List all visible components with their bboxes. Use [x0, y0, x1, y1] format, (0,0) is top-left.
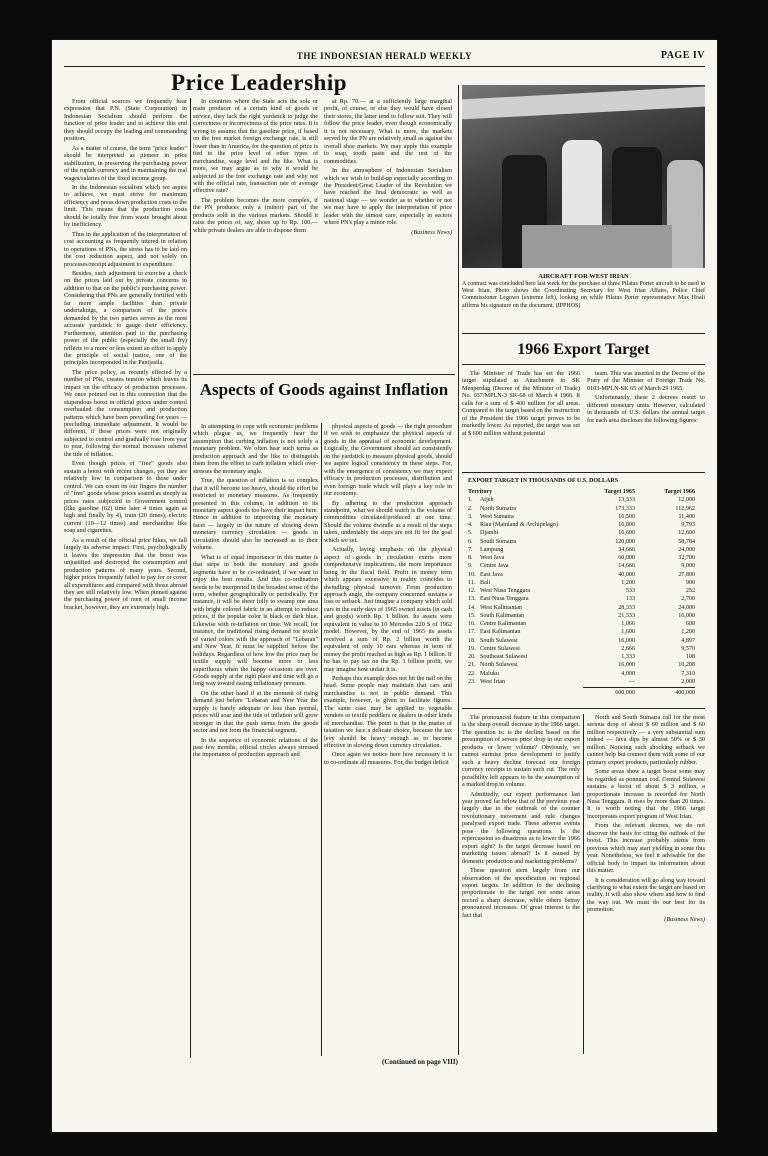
- export-target-col2: [587, 714, 705, 1059]
- export-target-table: [468, 488, 705, 697]
- column-rule: [458, 85, 459, 1055]
- table-cell-name: Southeast Sulawesi: [480, 654, 528, 660]
- table-cell-n: 9.: [468, 563, 473, 570]
- table-cell-name: Atjeh: [480, 497, 494, 504]
- table-row: [468, 661, 705, 669]
- masthead-title: THE INDONESIAN HERALD WEEKLY: [296, 51, 473, 61]
- table-cell-n: 19.: [468, 645, 476, 652]
- table-row: [468, 670, 705, 678]
- table-row: [468, 505, 705, 513]
- table-row: [468, 628, 705, 636]
- table-cell-b: 9,793: [681, 522, 695, 528]
- table-cell-b: 9,570: [681, 645, 695, 652]
- aspects-of-goods-paragraph: Actually, laying emphasis on the physical aspect of goods in circulation exerts more comprehensive implications, the more importance being in the fiscal field. Profit in money term which appears excessive in reality coincides to dwindling physical turnover. From production approach angle, the company concerned sustains a loss or setback. Just imagine a company which sold cars in the early days of 1965 owned assets (in cash and goods) worth Rp. 1 billion. Its assets were equivalent in value to 10 Mercedes 220 S of 1962 model. However, by the end of 1965 its assets received a sum of Rp. 2 billion worth the equivalent of only 10 cars whereas in term of money the profit reached as high as Rp. 1 billion. If he has to pay tax on the Rp. 1 billion profit, we may imagine how unfair it is.: [324, 546, 452, 673]
- export-target-paragraph: From the relevant decrees, we do not discover the basis for citing the outlook of the boost. This increase probably stems from previous which may start yielding in some this year. Nonetheless, we feel it advisable for the official body to impart its information about this matter.: [587, 822, 705, 875]
- table-row: [468, 587, 705, 595]
- aspects-of-goods-paragraph: physical aspects of goods — the right procedure if we wish to emphasize the physical aspects of goods in the appraisal of economic development. Logically, the Government should act consistently on the yardstick to measure physical goods, should we aspire logical consistency in these steps. For, with the emergence of consistency we may expect efficacy in production processes, distribution and even foreign trade which will plays a key role in our economy.: [324, 423, 452, 498]
- table-cell-name: Lampung: [480, 546, 504, 553]
- section-rule: [193, 374, 455, 375]
- table-cell-n: 23.: [468, 678, 476, 685]
- table-row: [468, 637, 705, 645]
- aspects-of-goods-col2: [324, 423, 452, 1048]
- aspects-of-goods-paragraph: Once again we notice here how necessary it is to co-ordinate all measures. For, the budget deficit: [324, 751, 452, 766]
- table-row: [468, 529, 705, 537]
- export-intro-right-text-2: Unfortunately, these 2 decrees resort to different monetary units. However, calculated in thousands of U.S. dollars the annual target for each area discloses the following figures:: [587, 394, 705, 424]
- table-cell-name: Djambi: [480, 530, 499, 537]
- price-leadership-paragraph: Thus in the application of the interpretation of cost accounting as frequently uttered in relation to operations of PNs, the stress has to be laid on the cost reduction aspect, and not solely on processes/receipt adjustment to expenditure.: [64, 230, 187, 268]
- price-leadership-paragraph: From official sources we frequently hear expression that P.N. (State Corporation) in Indonesian Socialism should perform the function of price leader and to achieve this end they should occupy the leading and commanding position.: [64, 98, 187, 143]
- table-header-1965: Target 1965: [604, 489, 635, 495]
- table-cell-a: 133: [625, 596, 635, 603]
- table-row: [468, 513, 705, 521]
- export-intro-left: [462, 370, 580, 470]
- export-target-paragraph: Admittedly, our export performance last year proved far below that of the previous year largely due to the outbreak of the counter revolutionary movement and rule changes paralysed export trade. These adverse events pose the following questions. Is the repercussion so disastrous as to lower the 1966 export sight? Is the target decrease based on marketing issues abroad? Is it caused by domestic production and marketing problems?: [462, 790, 580, 865]
- aspects-of-goods-paragraph: Perhaps this example does not hit the nail on the head. Some people may maintain that cars and merchandise is not in public demand. This example, however, is given to facilitate figures. The same case may be applied to vegetable vendors or textile peddlers or dealers in other kinds of merchandise. The point is that in the matter of taxation we face a delicate choice, because the tax levy should be heavy enough as to become effective in slowing down currency circulation.: [324, 674, 452, 750]
- total-1965: 600,000: [615, 689, 635, 696]
- table-header-row: [468, 488, 705, 496]
- export-target-paragraph: These question stem largely from our observation of the specification on regional export targets. In addition to the declining proportionate to the target not some areas record a sharp decrease, while others betray pronounced increases. Of great interest is the fact that: [462, 867, 580, 919]
- table-cell-name: West Irian: [480, 678, 506, 685]
- table-cell-n: 17.: [468, 629, 476, 636]
- table-cell-a: 173,333: [615, 505, 635, 512]
- table-row: [468, 612, 705, 620]
- table-cell-b: 32,700: [678, 555, 695, 561]
- export-target-col1: [462, 714, 580, 1059]
- column-rule: [190, 98, 191, 1058]
- aspects-of-goods-paragraph: In attempting to cope with economic problems which plague us, we frequently hear the assumption that curbing inflation is not solely a monetary problem. We often hear such terms as production approach and the like to distinguish them from the effort to curb inflation which over-stresses the monetary angle.: [193, 423, 318, 475]
- section-rule: [462, 333, 705, 334]
- table-cell-n: 6.: [468, 538, 473, 545]
- table-bottom-rule: [462, 708, 705, 709]
- table-cell-b: 24,000: [678, 604, 695, 611]
- table-cell-name: Maluku: [480, 670, 499, 677]
- table-cell-name: Centre Sulawesi: [480, 645, 520, 652]
- table-row: [468, 571, 705, 579]
- table-cell-b: 9,000: [681, 563, 695, 570]
- aspects-of-goods-headline: Aspects of Goods against Inflation: [199, 380, 449, 399]
- table-cell-b: 24,000: [678, 546, 695, 553]
- table-cell-a: 2,666: [621, 645, 635, 652]
- table-cell-name: Bali: [480, 579, 491, 586]
- table-cell-a: 16,600: [618, 530, 635, 537]
- table-cell-name: East Nusa Tenggara: [480, 596, 529, 603]
- table-cell-a: 16,000: [618, 662, 635, 669]
- table-cell-n: 13.: [468, 596, 476, 603]
- price-leadership-paragraph: Even though prices of "free" goods also sustain a boost with recent changes, yet they are relatively low in comparison to those under control. We can count on our fingers the number of "free" goods whose prices soared as steeply as prices rates subjected to Government control (like gasoline (62) time later 4 times again as high and finally by 4), train (20 times), electric current (10—12 times) and merchandise like soap and cigarettes.: [64, 460, 187, 535]
- table-row: [468, 546, 705, 554]
- aspects-of-goods-col1: [193, 423, 318, 1056]
- table-cell-a: 1,200: [621, 579, 635, 586]
- newspaper-page: [52, 40, 717, 1132]
- table-row: [468, 645, 705, 653]
- table-cell-name: East Java: [480, 571, 503, 578]
- export-target-paragraph: The pronounced feature in this comparison is the sharp overall decrease in the 1966 target. The question is: is the decline based on the presumption of severe price drop in our export products or lower volume? Obviously, we cannot surmise price development to justify such a heavy decline forecast our foreign currency receipts to sustain such cut. The only possibility left appears to be the assumption of a marked drop in volume.: [462, 714, 580, 789]
- table-row: [468, 604, 705, 612]
- price-leadership-paragraph: As a matter of course, the term "price leader" should be interpreted as pioneer in price stabilization, in preserving the purchasing power of the rupiah currency and in maintaining the real wages/salaries of the fixed income group.: [64, 144, 187, 182]
- table-row: [468, 595, 705, 603]
- table-row: [468, 678, 705, 686]
- table-cell-n: 7.: [468, 546, 473, 553]
- table-cell-n: 21.: [468, 662, 476, 669]
- table-row: [468, 562, 705, 570]
- price-leadership-col2: [193, 98, 318, 370]
- table-cell-b: 12,000: [678, 497, 695, 504]
- table-cell-a: 533: [625, 588, 635, 594]
- export-target-paragraph: It is consideration will go along way toward clarifying to what extent the target are based on reality. It will also show where and how to find the way out. We must do our best for its promotion.: [587, 876, 705, 914]
- aspects-of-goods-paragraph: In the sequence of economic relations of the past few months, official circles always stressed the importance of production approach and: [193, 736, 318, 759]
- column-rule: [583, 714, 584, 1054]
- total-1966: 400,000: [675, 689, 695, 696]
- table-cell-b: 16,000: [678, 612, 695, 619]
- table-cell-a: 120,000: [615, 538, 635, 545]
- table-totals-row: [468, 689, 705, 697]
- export-target-paragraph: Some areas show a target boost some may be regarded as ponnuan cod. Central Sulawesi sustains a boost of about $ 3 million, a proportionate increase is recorded for North Nusa Tenggara. It rises by more than 20 times. It is worth noting that the 1966 target incorporates export program of West Irian.: [587, 768, 705, 820]
- table-cell-n: 8.: [468, 555, 473, 561]
- table-cell-a: 1,066: [621, 621, 635, 627]
- table-cell-b: 900: [685, 579, 695, 586]
- photo-caption-title: AIRCRAFT FOR WEST IRIAN: [538, 273, 629, 280]
- table-cell-n: 20.: [468, 654, 476, 660]
- table-cell-n: 5.: [468, 530, 473, 537]
- table-cell-name: Riau (Mainland & Archipelago): [480, 522, 559, 528]
- table-cell-b: 108: [685, 654, 695, 660]
- column-rule: [321, 423, 322, 1056]
- table-cell-n: 16.: [468, 621, 476, 627]
- table-cell-name: West Nusa Tenggara: [480, 588, 531, 594]
- table-cell-b: 58,784: [678, 538, 695, 545]
- table-cell-name: North Sumatra: [480, 505, 517, 512]
- table-cell-n: 15.: [468, 612, 476, 619]
- table-cell-b: 2,000: [681, 678, 695, 685]
- table-cell-b: 1,200: [681, 629, 695, 636]
- photo-caption: A contract was concluded here last week for the purchase of three Pilatus Porter aircraft to be used in West Irian. Photo shows the Coordinating Secretary for West Irian Affairs, Police Chief Commissioner Legowo (extreme left), looking on while Pilatus Porter representative Max Hoali affirms his signature on the document. (IPPHOS): [462, 281, 705, 309]
- table-cell-name: West Sumatra: [480, 513, 514, 520]
- table-cell-b: 12,600: [678, 530, 695, 537]
- price-leadership-source: (Business News): [411, 228, 452, 236]
- aspects-of-goods-paragraph: What is of equal importance in this matter is that steps in both the monetary and goods segments have to be co-ordinated, if we want to enjoy the best results. And this co-ordination needs to be interpreted in the broadest sense of the term, whether geographically or periodically. For instance, it will be sheer folly to swamp one area with bright colored fabric in an attempt to reduce prices, if the popular color is black or dark blue. Likewise with re-inflation on time. We recall, for instance, the traditional rising demand for textile of varied colors with the approach of "Lebaran" and New Year. It must be supplied before the holidays. Regardless of how low the price may be textile supply will become more or less superfluous when the happy occasions are over. Goods supply at the right place and time will go a long way toward easing inflationary pressure.: [193, 553, 318, 688]
- price-leadership-paragraph: The price policy, as recently effected by a number of PNs, creates tension which leaves its impact on the efficacy of production processes. We once pointed out in this connection that the stupendous boost in official prices under control overhauled the consumption and production patterns which have been prevailing for years — precluding immediate adjustment. It would be different, if those prices were not originally subjected to control and gradually rose from year to year, following the normal increases ushered the tide of inflation.: [64, 368, 187, 458]
- table-cell-a: 16,500: [618, 513, 635, 520]
- table-cell-a: 14,666: [618, 563, 635, 570]
- table-header-territory: Territory: [468, 489, 493, 495]
- table-cell-a: 13,333: [618, 497, 635, 504]
- totals-rule: [583, 687, 695, 688]
- table-cell-name: North Sulawesi: [480, 662, 518, 669]
- table-cell-a: —: [628, 678, 635, 685]
- aircraft-photo: [462, 85, 705, 268]
- aspects-of-goods-paragraph: True, the question of inflation is so complex that it will become too heavy, should the effort be restricted to monetary measures. As frequently presented in this column, in addition to its monetary aspect goods too have their impact here. Hence in addition to improving the monetary facet — largely in the nature of slowing down monetary currency circulation — goods in circulation should also be increased as to their volume.: [193, 477, 318, 552]
- table-cell-name: West Java: [480, 555, 505, 561]
- table-cell-a: 4,000: [621, 670, 635, 677]
- price-leadership-paragraph: The problem becomes the more complex, if the PN produces only a (minor) part of the products sold in the various markets. Should it raise the prices of, say, shoes up to Rp. 100.— while private dealers are able to dispose them: [193, 196, 318, 234]
- price-leadership-headline: Price Leadership: [171, 70, 347, 95]
- table-cell-b: 112,962: [675, 505, 695, 512]
- table-cell-b: 27,800: [678, 571, 695, 578]
- table-row: [468, 579, 705, 587]
- price-leadership-paragraph: In the atmosphere of Indonesian Socialism which we wish to build-up especially according to the President/Great Leader of the Revolution we have reached the final democratic as well as national stage — we wonder as to whether or not we may have to apply the interpretation of price leader with the utmost care, especially in sectors where PN's play a minor role.: [324, 167, 452, 227]
- table-row: [468, 538, 705, 546]
- masthead: [64, 50, 705, 67]
- table-cell-name: Centre Kalimantan: [480, 621, 527, 627]
- table-row: [468, 554, 705, 562]
- table-cell-name: East Kalimantan: [480, 629, 521, 636]
- table-cell-name: South Kalimantan: [480, 612, 525, 619]
- table-cell-a: 40,000: [618, 571, 635, 578]
- table-top-rule: [462, 472, 705, 473]
- table-header-1966: Target 1966: [664, 489, 695, 495]
- table-cell-b: 600: [685, 621, 695, 627]
- table-cell-n: 12.: [468, 588, 476, 594]
- table-cell-name: South Sumatra: [480, 538, 517, 545]
- table-row: [468, 496, 705, 504]
- table-cell-n: 2.: [468, 505, 473, 512]
- aspects-of-goods-paragraph: By adhering to the production approach standpoint, what we should watch is the volume of commodities circulated/produced at one time. Should the volume dwindle as a result of the steps taken, undeniably the steps are not fit for the goal which we set.: [324, 499, 452, 544]
- table-cell-b: 2,700: [681, 596, 695, 603]
- price-leadership-paragraph: In countries where the State acts the sole or main producer of a certain kind of goods or service, they lack the right yardstick to judge the correctness or incorrectness of the price rates. It is wrong to assume that the gasoline price, if based on the free market foreign exchange rate, is still lower than in America, for the question of price is tied to the price level of other types of merchandise, wage level and the like. What is more, we may argue as to why it would be subjected to the free exchange rate and why not with the official rate, transaction rate or average effective rate?: [193, 98, 318, 195]
- table-cell-b: 7,310: [681, 670, 695, 677]
- table-cell-a: 60,000: [618, 555, 635, 561]
- page-number: PAGE IV: [660, 50, 705, 61]
- price-leadership-paragraph: Besides, such adjustment to exercise a check on the prices laid out by private concerns in addition to that on the public's purchasing power. Considering that PNs are generally fortified with far more ample facilities than private undertakings, a comparison of the prices demanded by the two parties serves as the most accurate yardstick to gauge their efficiency. Furthermore, attention paid to the purchasing power of the public (especially the small fry) reflects to a more or less extent an effort to apply the principle of social justice, one of the principles incorporated in the Pantjasila.: [64, 269, 187, 367]
- table-cell-a: 28,333: [618, 604, 635, 611]
- continued-note: (Continued on page VIII): [382, 1058, 458, 1066]
- table-row: [468, 521, 705, 529]
- table-cell-n: 3.: [468, 513, 473, 520]
- table-cell-a: 1,333: [621, 654, 635, 660]
- table-cell-a: 34,666: [618, 546, 635, 553]
- table-cell-name: West Kalimantan: [480, 604, 522, 611]
- table-cell-n: 10.: [468, 571, 476, 578]
- price-leadership-col3: [324, 98, 452, 370]
- table-cell-name: Centre Java: [480, 563, 509, 570]
- export-table-title: EXPORT TARGET IN THOUSANDS OF U.S. DOLLARS: [468, 478, 619, 484]
- table-cell-b: 4,897: [681, 637, 695, 644]
- price-leadership-paragraph: As a result of the official price hikes, we fall largely its adverse impact. First, psychologically it leaves the impression that the boost was unjustified and destroyed the consumption and production patterns of many years. Second, higher prices frequently failed to pay for or cover all expenditures and compared with those abroad they are still relatively low. When pinned against the purchasing power of men of small income bracket, however, they are extremely high.: [64, 536, 187, 611]
- table-cell-b: 252: [685, 588, 695, 594]
- price-leadership-col1: [64, 98, 187, 1056]
- export-target-source: (Business News): [664, 915, 705, 923]
- table-cell-n: 1.: [468, 497, 473, 504]
- table-cell-n: 18.: [468, 637, 476, 644]
- price-leadership-paragraph: In the Indonesian socialism which we aspire to achieve, we must strive for maximum efficiency and press down production costs to the limit. This means that the production costs should be totally free from waste brought about by inefficiency.: [64, 183, 187, 229]
- table-cell-a: 21,333: [618, 612, 635, 619]
- export-intro-right-text: team. This was inserted in the Decree of the Prary of the Minister of Foreign Trade No. 0103-MPLN-SK 65 of March 29 1965.: [587, 370, 705, 392]
- table-cell-a: 1,600: [621, 629, 635, 636]
- table-cell-n: 4.: [468, 522, 473, 528]
- table-cell-n: 11.: [468, 579, 476, 586]
- section-rule: [462, 364, 705, 365]
- export-intro-left-text: The Minister of Trade has set the 1966 target stipulated as Attachment to SK Menperdag (Decree of the Minister of Trade) No. 037/MPLN-3 SK-68 of March 4 1966. It calls for a sum of $ 400 million for all areas. Compared to the target based on the instruction of the President the 1966 target proves to be markedly lower. As reported, the target was set at $ 600 million without potential: [462, 370, 580, 437]
- table-cell-a: 16,000: [618, 637, 635, 644]
- table-row: [468, 653, 705, 661]
- table-cell-name: South Sulawesi: [480, 637, 518, 644]
- table-cell-b: 11,400: [678, 513, 695, 520]
- export-target-paragraph: North and South Sumatra call for the most serious drop of about $ 60 million and $ 60 million respectively — a very substantial sum indeed — Java dips by almost 50% or $ 30 million. Noticing such shocking setback we cannot help but connect them with some of our primary export products, particularly rubber.: [587, 714, 705, 766]
- table-cell-n: 14.: [468, 604, 476, 611]
- price-leadership-paragraph: at Rp. 70.— at a sufficiently large marginal profit, of course, or else they would have closed their stores, the latter tend to follow suit. They will follow the price leader, even though economically it is not necessary. What is more, the markets served by the PN are relatively small as against the overall shoe markets. We may apply this example to soap, tooth paste and the rest of the commodities.: [324, 98, 452, 165]
- export-target-headline: 1966 Export Target: [517, 341, 650, 358]
- table-cell-n: 22.: [468, 670, 476, 677]
- export-intro-right: [587, 370, 705, 470]
- aspects-of-goods-paragraph: On the other hand if at the moment of rising demand just before "Lebaran and New Year the supply is barely adequate or less than normal, prices will soar and the tide of inflation will grow stronger in that the push stems from the goods sector and not from the financial segment.: [193, 689, 318, 735]
- table-row: [468, 620, 705, 628]
- table-cell-a: 16,800: [618, 522, 635, 528]
- table-cell-b: 10,208: [678, 662, 695, 669]
